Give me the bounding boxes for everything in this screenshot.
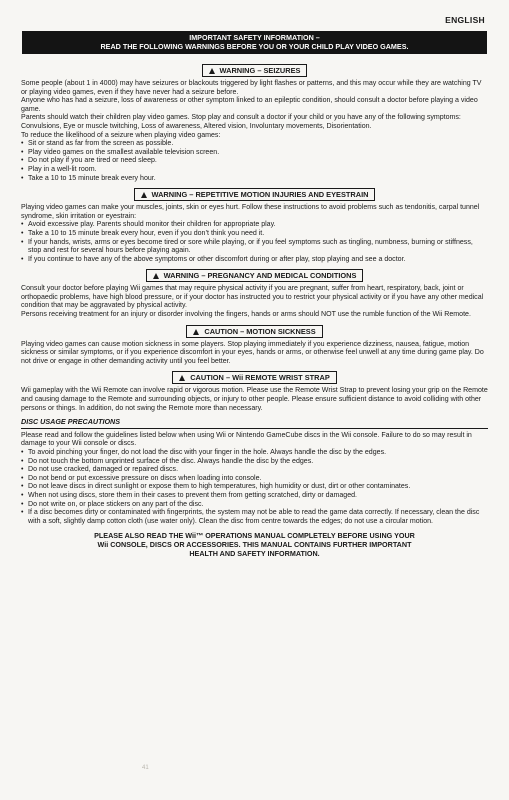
list-item: • To avoid pinching your finger, do not load the disc with your finger in the hole. Always handle the disc by the edges. (21, 449, 488, 458)
section-motion-sickness (21, 325, 488, 367)
paragraph: Playing video games can make your muscles, joints, skin or eyes hurt. Follow these instructions to avoid problems such as tendonitis, carpal tunnel syndrome, skin irritation or eyestrain: (21, 204, 480, 220)
section-disc-usage (21, 418, 488, 526)
section-pregnancy (21, 269, 488, 319)
section-seizures (21, 64, 488, 183)
warning-triangle-icon (209, 68, 215, 74)
list-item: • Play video games on the smallest available television screen. (21, 149, 488, 158)
language-label: ENGLISH (445, 15, 485, 25)
list-item: • Do not bend or put excessive pressure on discs when loading into console. (21, 475, 488, 484)
banner-line-2: READ THE FOLLOWING WARNINGS BEFORE YOU OR YOUR CHILD PLAY VIDEO GAMES. (100, 42, 409, 51)
list-item: • If a disc becomes dirty or contaminated with fingerprints, the system may not be able to read the game data correctly. If necessary, clean the disc with a soft, slightly damp cotton cloth (use water only). Clean the disc from centre towards the edges; do not use a circular motion. (21, 509, 488, 526)
paragraph: Playing video games can cause motion sickness in some players. Stop playing immediately if you experience dizziness, nausea, fatigue, motion sickness or similar symptoms, or if you experience discomfort in your eyes, hands or arms, or otherwise feel unwell at any time during game play. Do not drive or engage in other demanding activity until you feel better. (21, 340, 484, 365)
paragraph: Parents should watch their children play video games. Stop play and consult a doctor if your child or you have any of the following symptoms: Convulsions, Eye or muscle twitching, Loss of awareness, Altered vision, Involuntary movements, Disorientation. (21, 114, 461, 130)
list-item: • Do not leave discs in direct sunlight or expose them to high temperatures, high humidity or dust, dirt or other contaminates. (21, 483, 488, 492)
heading-seizures: WARNING – SEIZURES (202, 64, 308, 77)
paragraph: Consult your doctor before playing Wii games that may require physical activity if you are pregnant, suffer from heart, respiratory, back, joint or orthopaedic problems, have high blood pressure, or if your doctor has instructed you to restrict your physical activity or if you have any other medical condition that may be aggravated by physical activity. (21, 285, 484, 310)
page-number: 41 (142, 765, 149, 771)
caution-triangle-icon (193, 329, 199, 335)
paragraph: Anyone who has had a seizure, loss of awareness or other symptom linked to an epileptic condition, should consult a doctor before playing a video game. (21, 97, 478, 113)
list-item: • Avoid excessive play. Parents should monitor their children for appropriate play. (21, 221, 488, 230)
bullet-list (21, 140, 488, 183)
list-item: • Do not use cracked, damaged or repaired discs. (21, 466, 488, 475)
safety-banner (22, 31, 487, 54)
paragraph: Please read and follow the guidelines listed below when using Wii or Nintendo GameCube discs in the Wii console. Failure to do so may result in damage to your Wii console or discs. (21, 431, 472, 448)
heading-disc-usage: DISC USAGE PRECAUTIONS (21, 418, 488, 429)
list-item: • When not using discs, store them in their cases to prevent them from getting scratched, dirty or damaged. (21, 492, 488, 501)
section-repetitive-motion (21, 188, 488, 264)
heading-motion-sickness: CAUTION – MOTION SICKNESS (186, 325, 322, 338)
heading-pregnancy: WARNING – PREGNANCY AND MEDICAL CONDITIONS (146, 269, 364, 282)
heading-repetitive-motion: WARNING – REPETITIVE MOTION INJURIES AND EYESTRAIN (134, 188, 376, 201)
list-item: • Take a 10 to 15 minute break every hour, even if you don’t think you need it. (21, 230, 488, 239)
paragraph: Persons receiving treatment for an injury or disorder involving the fingers, hands or arms should NOT use the rumble function of the Wii Remote. (21, 311, 471, 319)
paragraph: Some people (about 1 in 4000) may have seizures or blackouts triggered by light flashes or patterns, and this may occur while they are watching TV or playing video games, even if they have never had a seizure before. (21, 80, 482, 96)
footer-notice: PLEASE ALSO READ THE Wii™ OPERATIONS MANUAL COMPLETELY BEFORE USING YOUR Wii CONSOLE, DISCS OR ACCESSORIES. THIS MANUAL CONTAINS FURTHER IMPORTANT HEALTH AND SAFETY INFORMATION. (94, 531, 415, 558)
paragraph: To reduce the likelihood of a seizure when playing video games: (21, 131, 221, 139)
warning-triangle-icon (141, 192, 147, 198)
banner-line-1: IMPORTANT SAFETY INFORMATION – (189, 33, 320, 42)
section-wrist-strap (21, 371, 488, 413)
list-item: • Do not write on, or place stickers on any part of the disc. (21, 501, 488, 510)
list-item: • Do not play if you are tired or need sleep. (21, 157, 488, 166)
warning-triangle-icon (153, 273, 159, 279)
caution-triangle-icon (179, 375, 185, 381)
list-item: • If your hands, wrists, arms or eyes become tired or sore while playing, or if you feel symptoms such as tingling, numbness, burning or stiffness, stop and rest for several hours before playing again. (21, 239, 488, 256)
paragraph: Wii gameplay with the Wii Remote can involve rapid or vigorous motion. Please use the Remote Wrist Strap to prevent losing your grip on the Remote and causing damage to the Remote and surrounding objects, or injury to other people. Please ensure sufficient distance to avoid colliding with other persons or things. In addition, do not swing the Remote more than necessary. (21, 387, 488, 412)
list-item: • Take a 10 to 15 minute break every hour. (21, 175, 488, 184)
document-body (21, 64, 488, 558)
list-item: • Sit or stand as far from the screen as possible. (21, 140, 488, 149)
list-item: • Play in a well-lit room. (21, 166, 488, 175)
heading-wrist-strap: CAUTION – Wii REMOTE WRIST STRAP (172, 371, 337, 384)
list-item: • Do not touch the bottom unprinted surface of the disc. Always handle the disc by the edges. (21, 458, 488, 467)
bullet-list (21, 221, 488, 264)
bullet-list (21, 449, 488, 526)
list-item: • If you continue to have any of the above symptoms or other discomfort during or after play, stop playing and see a doctor. (21, 256, 488, 265)
